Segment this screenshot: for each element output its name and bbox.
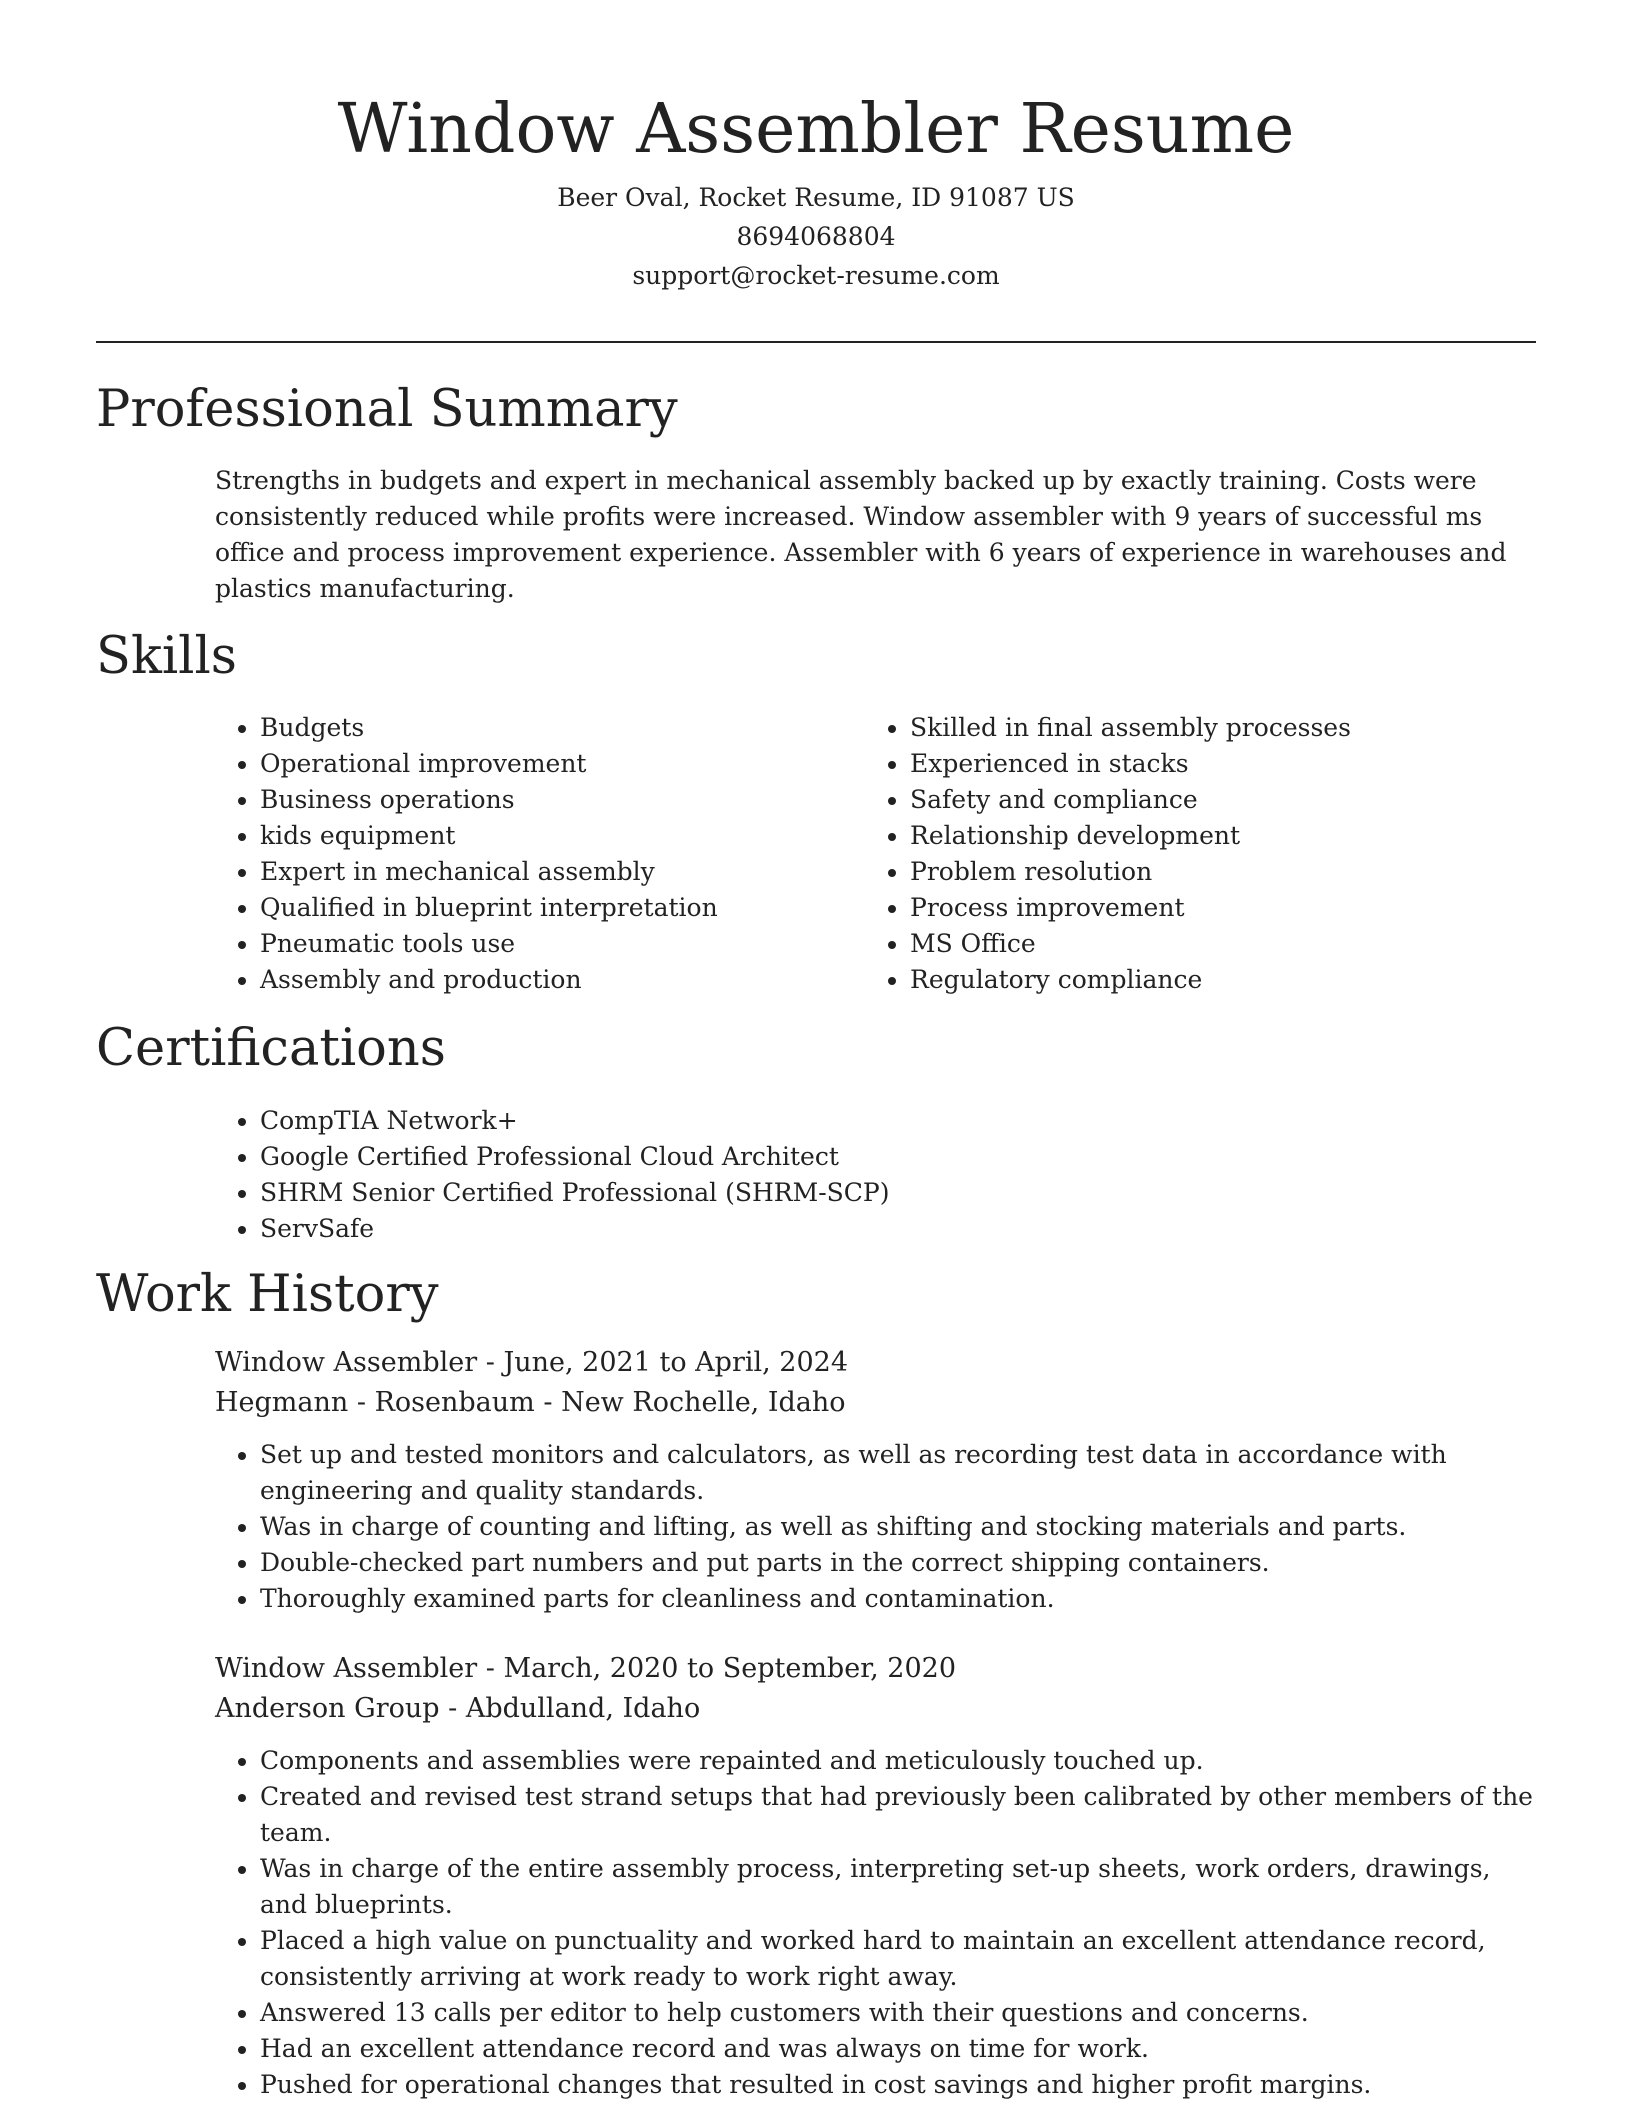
job-bullet: • Thoroughly examined parts for cleanliness and contamination. bbox=[260, 1581, 1535, 1617]
skill-item: • Budgets bbox=[260, 710, 880, 746]
job-company: Hegmann - Rosenbaum bbox=[215, 1387, 535, 1418]
job-bullets bbox=[216, 1437, 1535, 1617]
header-divider bbox=[96, 341, 1536, 343]
skill-item: • Relationship development bbox=[910, 818, 1550, 854]
skill-item: • Assembly and production bbox=[260, 962, 880, 998]
job-bullet: • Double-checked part numbers and put parts in the correct shipping containers. bbox=[260, 1545, 1535, 1581]
contact-address: Beer Oval, Rocket Resume, ID 91087 US bbox=[557, 183, 1075, 212]
section-title-certifications: Certifications bbox=[96, 1019, 446, 1078]
certification-item: • SHRM Senior Certified Professional (SHRM-SCP) bbox=[260, 1175, 1260, 1211]
job-bullet: • Created and revised test strand setups that had previously been calibrated by other members of the team. bbox=[260, 1779, 1535, 1851]
section-title-summary: Professional Summary bbox=[96, 380, 678, 439]
job-bullet: • Components and assemblies were repainted and meticulously touched up. bbox=[260, 1743, 1535, 1779]
job-entry bbox=[215, 1649, 1535, 2103]
skill-item: • Process improvement bbox=[910, 890, 1550, 926]
job-location: New Rochelle, Idaho bbox=[561, 1387, 846, 1418]
job-bullet: • Had an excellent attendance record and was always on time for work. bbox=[260, 2031, 1535, 2067]
job-bullet: • Placed a high value on punctuality and worked hard to maintain an excellent attendance record, consistently arriving at work ready to work right away. bbox=[260, 1923, 1535, 1995]
skill-item: • Expert in mechanical assembly bbox=[260, 854, 880, 890]
skill-item: • Operational improvement bbox=[260, 746, 880, 782]
skill-item: • Pneumatic tools use bbox=[260, 926, 880, 962]
skill-item: • MS Office bbox=[910, 926, 1550, 962]
certifications-list bbox=[216, 1103, 1260, 1247]
contact-email: support@rocket-resume.com bbox=[632, 261, 1000, 290]
job-bullet: • Answered 13 calls per editor to help customers with their questions and concerns. bbox=[260, 1995, 1535, 2031]
job-title: Window Assembler bbox=[215, 1653, 478, 1684]
summary-text: Strengths in budgets and expert in mechanical assembly backed up by exactly training. Costs were consistently reduced while profits were increased. Window assembler with 9 years of successful ms office and process improvement experience. Assembler with 6 years of experience in warehouses and plastics manufacturing. bbox=[215, 466, 1507, 603]
skill-item: • Business operations bbox=[260, 782, 880, 818]
job-bullet: • Was in charge of the entire assembly process, interpreting set-up sheets, work orders, drawings, and blueprints. bbox=[260, 1851, 1535, 1923]
certification-item: • ServSafe bbox=[260, 1211, 1260, 1247]
job-dates: March, 2020 to September, 2020 bbox=[503, 1653, 957, 1684]
resume-title: Window Assembler Resume bbox=[337, 90, 1295, 169]
skill-item: • Safety and compliance bbox=[910, 782, 1550, 818]
section-title-work-history: Work History bbox=[96, 1265, 439, 1324]
job-title-line: Window Assembler - June, 2021 to April, 2024 bbox=[215, 1347, 849, 1378]
job-bullet: • Pushed for operational changes that resulted in cost savings and higher profit margins. bbox=[260, 2067, 1535, 2103]
job-title: Window Assembler bbox=[215, 1347, 478, 1378]
job-company: Anderson Group bbox=[215, 1693, 440, 1724]
skill-item: • Skilled in final assembly processes bbox=[910, 710, 1550, 746]
job-entry bbox=[215, 1343, 1535, 1617]
skill-item: • Experienced in stacks bbox=[910, 746, 1550, 782]
job-bullets bbox=[216, 1743, 1535, 2103]
job-location: Abdulland, Idaho bbox=[465, 1693, 701, 1724]
certification-item: • CompTIA Network+ bbox=[260, 1103, 1260, 1139]
skill-item: • Qualified in blueprint interpretation bbox=[260, 890, 880, 926]
skill-item: • kids equipment bbox=[260, 818, 880, 854]
job-bullet: • Set up and tested monitors and calculators, as well as recording test data in accordance with engineering and quality standards. bbox=[260, 1437, 1535, 1509]
job-company-line: Anderson Group - Abdulland, Idaho bbox=[215, 1693, 701, 1724]
job-bullet: • Was in charge of counting and lifting, as well as shifting and stocking materials and parts. bbox=[260, 1509, 1535, 1545]
job-company-line: Hegmann - Rosenbaum - New Rochelle, Idaho bbox=[215, 1387, 846, 1418]
skill-item: • Regulatory compliance bbox=[910, 962, 1550, 998]
certification-item: • Google Certified Professional Cloud Architect bbox=[260, 1139, 1260, 1175]
job-title-line: Window Assembler - March, 2020 to September, 2020 bbox=[215, 1653, 957, 1684]
skill-item: • Problem resolution bbox=[910, 854, 1550, 890]
job-dates: June, 2021 to April, 2024 bbox=[503, 1347, 849, 1378]
section-title-skills: Skills bbox=[96, 627, 237, 686]
skills-list-left bbox=[216, 710, 880, 998]
resume-header bbox=[0, 82, 1632, 295]
contact-phone: 8694068804 bbox=[736, 222, 896, 251]
skills-list-right bbox=[866, 710, 1550, 998]
